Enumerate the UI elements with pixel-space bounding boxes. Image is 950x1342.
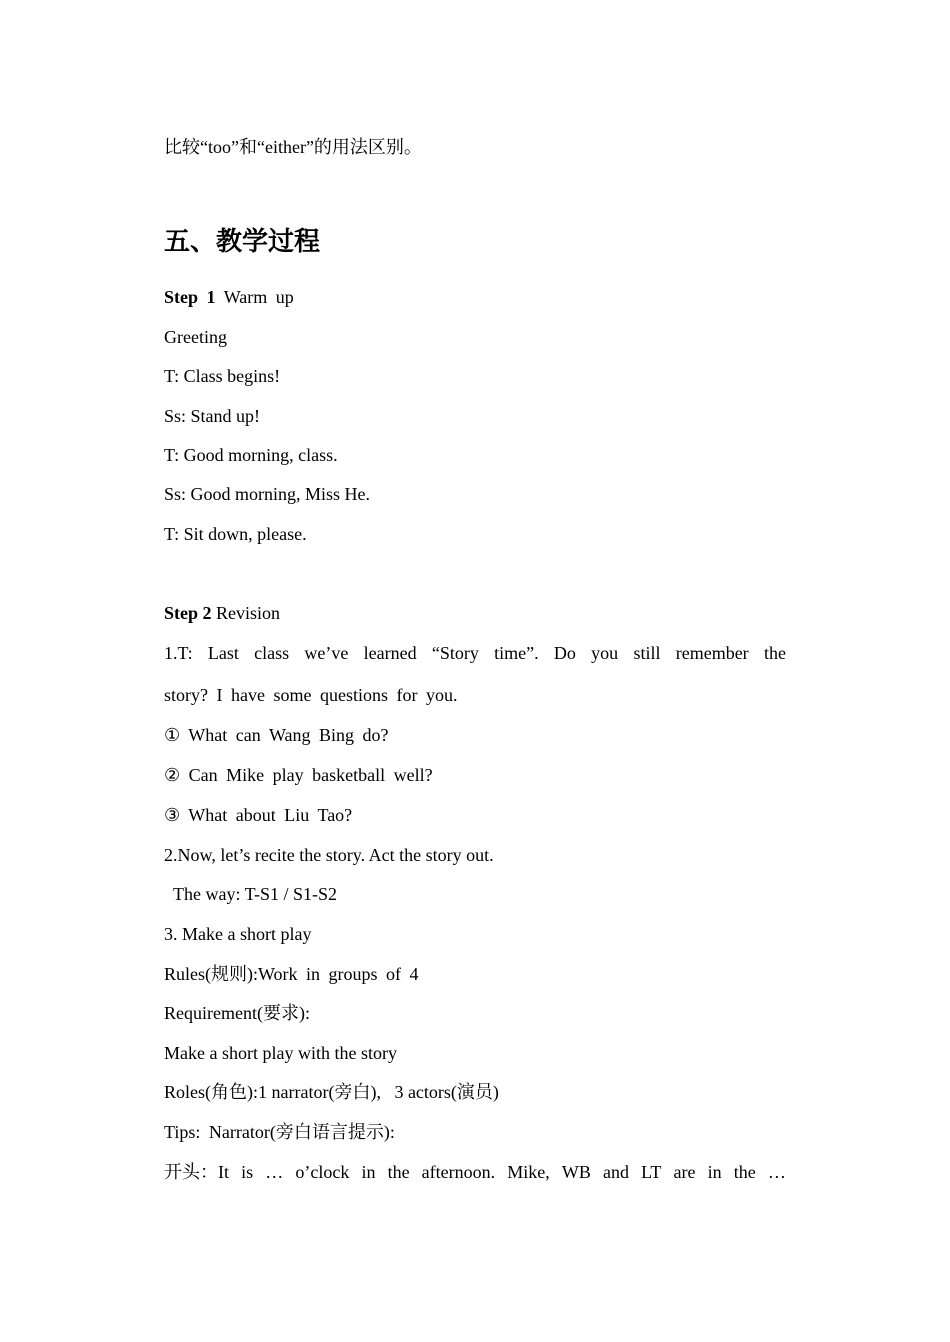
word: still	[633, 643, 661, 663]
section-heading: 五、教学过程	[164, 227, 321, 257]
word: Last	[207, 643, 239, 663]
word: are	[673, 1162, 696, 1182]
dialogue-line: T: Sit down, please.	[164, 524, 307, 544]
word: 1.T:	[164, 643, 193, 663]
question-item: ③ What about Liu Tao?	[164, 805, 353, 825]
requirement-text: Make a short play with the story	[164, 1043, 397, 1063]
step1-title: Warm up	[223, 287, 294, 307]
word: “Story	[431, 643, 479, 663]
dialogue-line: T: Good morning, class.	[164, 445, 338, 465]
step1-subtitle: Greeting	[164, 327, 227, 347]
word: …	[265, 1162, 284, 1182]
word: the	[763, 643, 786, 663]
word: we’ve	[304, 643, 349, 663]
word: you	[591, 643, 619, 663]
opening-line	[164, 1161, 786, 1183]
word: 开头：It	[164, 1162, 229, 1182]
question-item: ① What can Wang Bing do?	[164, 725, 389, 745]
word: Do	[553, 643, 576, 663]
rules: Rules(规则):Work in groups of 4	[164, 964, 419, 984]
word: WB	[561, 1162, 591, 1182]
dialogue-line: Ss: Good morning, Miss He.	[164, 484, 371, 504]
step1-label: Step 1	[164, 287, 216, 307]
dialogue-line: T: Class begins!	[164, 366, 281, 386]
word: time”.	[494, 643, 539, 663]
word: afternoon.	[421, 1162, 496, 1182]
word: LT	[641, 1162, 662, 1182]
word: in	[361, 1162, 376, 1182]
dialogue-line: Ss: Stand up!	[164, 406, 261, 426]
step2-heading	[164, 602, 280, 624]
item1-line2: story? I have some questions for you.	[164, 685, 458, 705]
word: remember	[675, 643, 749, 663]
intro-note: 比较“too”和“either”的用法区别。	[164, 137, 422, 157]
item2-way: The way: T-S1 / S1-S2	[173, 884, 338, 904]
word: Mike,	[507, 1162, 550, 1182]
item1-line1	[164, 642, 786, 664]
word: learned	[363, 643, 417, 663]
word: the	[387, 1162, 410, 1182]
step2-title: Revision	[216, 603, 281, 623]
word: the	[733, 1162, 756, 1182]
word: …	[767, 1162, 786, 1182]
word: class	[254, 643, 290, 663]
step2-label: Step 2	[164, 603, 212, 623]
item2: 2.Now, let’s recite the story. Act the story out.	[164, 845, 494, 865]
word: is	[241, 1162, 254, 1182]
word: o’clock	[295, 1162, 350, 1182]
roles: Roles(角色):1 narrator(旁白), 3 actors(演员)	[164, 1082, 499, 1102]
tips: Tips: Narrator(旁白语言提示):	[164, 1122, 395, 1142]
question-item: ② Can Mike play basketball well?	[164, 765, 433, 785]
step1-heading	[164, 286, 294, 308]
requirement-label: Requirement(要求):	[164, 1003, 310, 1023]
word: and	[602, 1162, 629, 1182]
word: in	[707, 1162, 722, 1182]
item3: 3. Make a short play	[164, 924, 312, 944]
